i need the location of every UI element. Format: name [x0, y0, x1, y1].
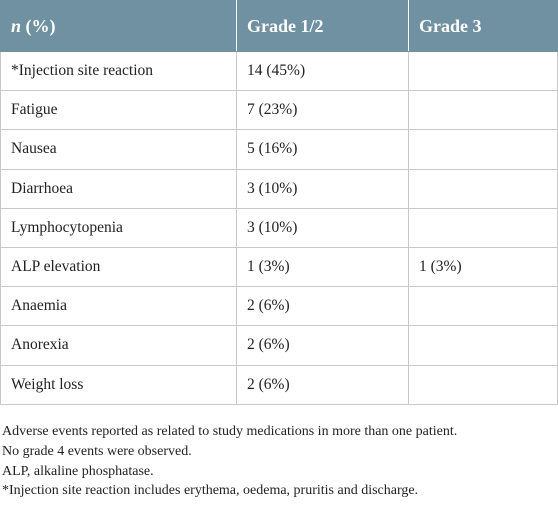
- table-row: [1, 365, 558, 404]
- event-name-cell: *Injection site reaction: [1, 52, 237, 91]
- header-row: [1, 1, 558, 52]
- footnote: No grade 4 events were observed.: [2, 443, 192, 459]
- event-name-cell: Anaemia: [1, 287, 237, 326]
- table-row: [1, 91, 558, 130]
- grade-3-cell: [409, 287, 558, 326]
- event-name-cell: Anorexia: [1, 326, 237, 365]
- grade-1-2-cell: 3 (10%): [237, 169, 409, 208]
- grade-3-cell: [409, 208, 558, 247]
- table-row: [1, 247, 558, 286]
- table-row: [1, 52, 558, 91]
- event-name-cell: Diarrhoea: [1, 169, 237, 208]
- event-name-cell: Lymphocytopenia: [1, 208, 237, 247]
- grade-3-cell: 1 (3%): [409, 247, 558, 286]
- grade-1-2-cell: 2 (6%): [237, 365, 409, 404]
- grade-3-cell: [409, 52, 558, 91]
- footnote: ALP, alkaline phosphatase.: [2, 463, 154, 479]
- grade-3-cell: [409, 169, 558, 208]
- footnote: Adverse events reported as related to study medications in more than one patient.: [2, 424, 458, 439]
- header-grade-1-2: Grade 1/2: [237, 1, 409, 52]
- grade-1-2-cell: 14 (45%): [237, 52, 409, 91]
- grade-3-cell: [409, 365, 558, 404]
- table-row: [1, 130, 558, 169]
- table-row: [1, 326, 558, 365]
- event-name-cell: Nausea: [1, 130, 237, 169]
- grade-1-2-cell: 3 (10%): [237, 208, 409, 247]
- event-name-cell: ALP elevation: [1, 247, 237, 286]
- footnote: *Injection site reaction includes erythema, oedema, pruritis and discharge.: [2, 483, 419, 499]
- grade-1-2-cell: 5 (16%): [237, 130, 409, 169]
- table-row: [1, 287, 558, 326]
- grade-1-2-cell: 7 (23%): [237, 91, 409, 130]
- grade-3-cell: [409, 130, 558, 169]
- table-footnotes: [2, 422, 556, 501]
- table-row: [1, 208, 558, 247]
- header-n-rest: (%): [21, 15, 56, 36]
- header-n-percent: [1, 1, 237, 52]
- event-name-cell: Fatigue: [1, 91, 237, 130]
- header-grade-3: Grade 3: [409, 1, 558, 52]
- grade-1-2-cell: 1 (3%): [237, 247, 409, 286]
- grade-3-cell: [409, 91, 558, 130]
- grade-3-cell: [409, 326, 558, 365]
- header-n-italic: n: [11, 15, 22, 36]
- grade-1-2-cell: 2 (6%): [237, 326, 409, 365]
- table-row: [1, 169, 558, 208]
- grade-1-2-cell: 2 (6%): [237, 287, 409, 326]
- event-name-cell: Weight loss: [1, 365, 237, 404]
